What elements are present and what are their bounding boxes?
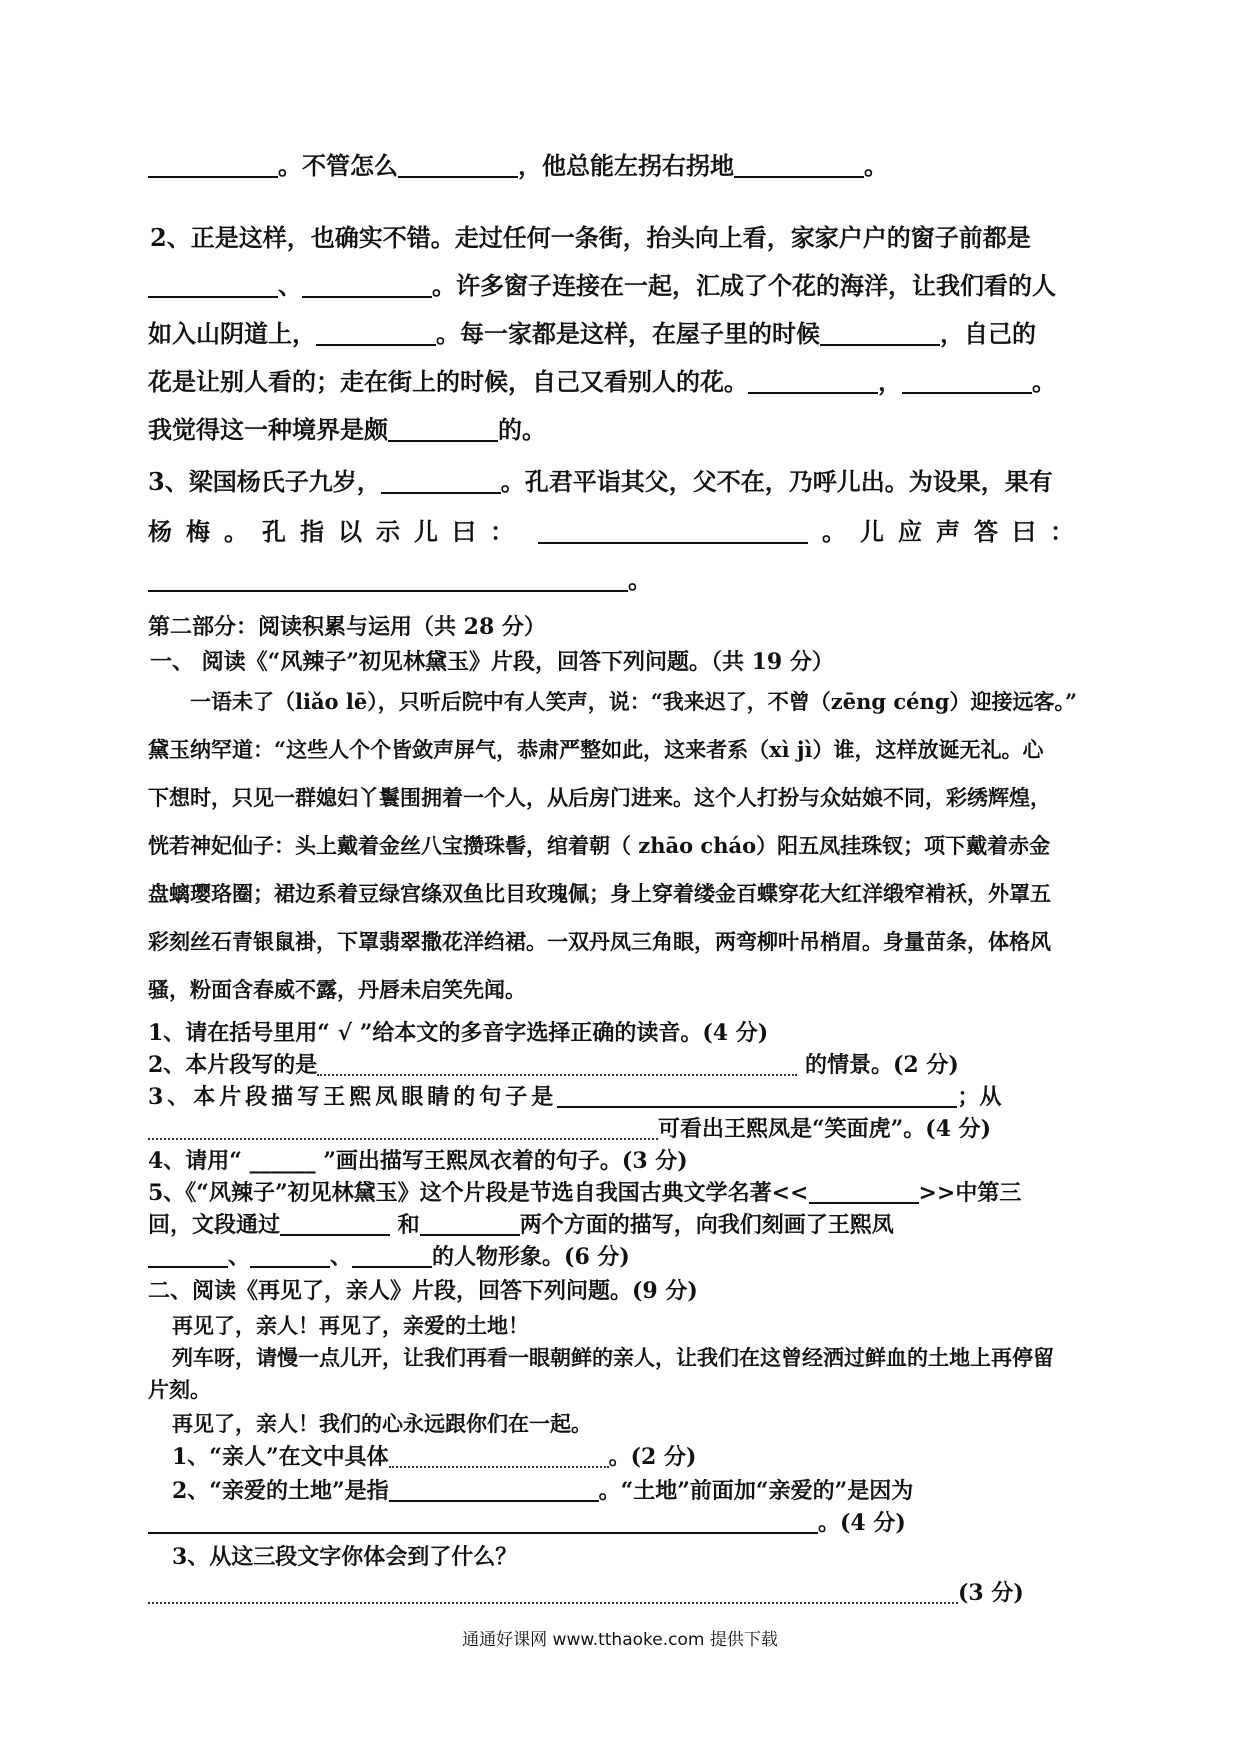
question-5: 5、《“风辣子”初见林黛玉》这个片段是节选自我国古典文学名著<< >>中第三: [148, 1180, 1022, 1206]
passage1-end-line: 。不管怎么 ，他总能左拐右拐地 。: [148, 146, 1240, 181]
passage-line: 再见了，亲人！我们的心永远跟你们在一起。: [172, 1411, 592, 1436]
answer-blank[interactable]: [538, 520, 808, 544]
answer-blank[interactable]: [748, 370, 878, 394]
r2-question-1: 1、“亲人”在文中具体 。(2 分): [172, 1444, 697, 1470]
answer-blank[interactable]: [148, 568, 628, 592]
q3-line3: 。: [148, 560, 1240, 595]
q2-line2: 、 。许多窗子连接在一起，汇成了个花的海洋，让我们看的人: [148, 266, 1240, 301]
answer-blank[interactable]: [280, 1212, 390, 1236]
answer-blank[interactable]: [809, 1180, 919, 1204]
question-5-cont2: 、 、 的人物形象。(6 分): [148, 1240, 1240, 1271]
r2-question-2-cont: 。(4 分): [148, 1506, 1240, 1537]
answer-blank[interactable]: [148, 154, 278, 178]
answer-blank[interactable]: [148, 1510, 818, 1534]
answer-blank[interactable]: [389, 1448, 609, 1468]
r2-question-2: 2、“亲爱的土地”是指 。“土地”前面加“亲爱的”是因为: [172, 1478, 914, 1504]
q2-line3: 如入山阴道上， 。每一家都是这样，在屋子里的时候 ，自己的: [148, 319, 1036, 348]
answer-blank[interactable]: [389, 1478, 599, 1502]
q3-line2: 杨梅。孔指以示儿曰： 。儿应声答曰：: [148, 517, 1088, 546]
answer-blank[interactable]: [148, 1120, 658, 1140]
answer-blank[interactable]: [557, 1084, 957, 1108]
question-4: 4、请用“ ______ ”画出描写王熙凤衣着的句子。(3 分): [148, 1148, 688, 1174]
passage-line: 列车呀，请慢一点儿开，让我们再看一眼朝鲜的亲人，让我们在这曾经洒过鲜血的土地上再停留: [172, 1345, 1054, 1370]
answer-blank[interactable]: [902, 370, 1032, 394]
answer-blank[interactable]: [250, 1244, 330, 1268]
r2-question-3: 3、从这三段文字你体会到了什么？: [172, 1544, 518, 1570]
answer-blank[interactable]: [302, 274, 432, 298]
section-title: 第二部分：阅读积累与运用（共 28 分）: [148, 614, 546, 640]
q3-line1: 3、梁国杨氏子九岁， 。孔君平诣其父，父不在，乃呼儿出。为设果，果有: [148, 467, 1053, 496]
q2-line4: 花是让别人看的；走在街上的时候，自己又看别人的花。 ， 。: [148, 367, 1056, 396]
answer-blank[interactable]: [820, 322, 940, 346]
passage-line: 一语未了（liǎo lē），只听后院中有人笑声，说：“我来迟了，不曾（zēng céng）迎接远客。”: [190, 689, 1078, 714]
page-footer: 通通好课网 www.tthaoke.com 提供下载: [462, 1630, 778, 1650]
answer-blank[interactable]: [148, 1584, 958, 1604]
passage-line: 黛玉纳罕道：“这些人个个皆敛声屏气，恭肃严整如此，这来者系（xì jì）谁，这样放诞无礼。心: [148, 737, 1044, 762]
passage-line: 片刻。: [148, 1377, 211, 1402]
answer-blank[interactable]: [317, 1056, 797, 1076]
answer-blank[interactable]: [420, 1212, 520, 1236]
passage-line: 彩刻丝石青银鼠褂，下罩翡翠撒花洋绉裙。一双丹凤三角眼，两弯柳叶吊梢眉。身量苗条，体格风: [148, 929, 1051, 954]
question-3-cont: 可看出王熙凤是“笑面虎”。(4 分): [148, 1112, 1240, 1143]
passage-line: 骚，粉面含春威不露，丹唇未启笑先闻。: [148, 977, 526, 1002]
answer-blank[interactable]: [148, 1244, 228, 1268]
answer-blank[interactable]: [398, 154, 518, 178]
question-5-cont: 回，文段通过 和 两个方面的描写，向我们刻画了王熙凤: [148, 1212, 894, 1238]
passage-line: 下想时，只见一群媳妇丫鬟围拥着一个人，从后房门进来。这个人打扮与众姑娘不同，彩绣辉煌，: [148, 785, 1051, 810]
reading2-heading: 二、阅读《再见了，亲人》片段，回答下列问题。(9 分): [148, 1278, 698, 1304]
passage-line: 盘螭璎珞圈；裙边系着豆绿宫绦双鱼比目玫瑰佩；身上穿着缕金百蝶穿花大红洋缎窄褃袄，外罩五: [148, 881, 1051, 906]
reading1-heading: 一、 阅读《“风辣子”初见林黛玉》片段，回答下列问题。（共 19 分）: [150, 649, 834, 675]
r2-question-3-answer: (3 分): [148, 1576, 1240, 1607]
answer-blank[interactable]: [316, 322, 436, 346]
q2-line5: 我觉得这一种境界是颇 的。: [148, 415, 546, 444]
question-3: 3、本片段描写王熙凤眼睛的句子是 ；从: [148, 1084, 1002, 1110]
q2-line1: 2、正是这样，也确实不错。走过任何一条街，抬头向上看，家家户户的窗子前都是: [150, 223, 1031, 252]
question-2: 2、本片段写的是 的情景。(2 分): [148, 1052, 959, 1078]
question-1: 1、请在括号里用“ √ ”给本文的多音字选择正确的读音。(4 分): [148, 1020, 769, 1046]
answer-blank[interactable]: [352, 1244, 432, 1268]
answer-blank[interactable]: [381, 470, 501, 494]
passage-line: 再见了，亲人！再见了，亲爱的土地！: [172, 1313, 529, 1338]
passage-line: 恍若神妃仙子：头上戴着金丝八宝攒珠髻，绾着朝（ zhāo cháo）阳五凤挂珠钗；项下戴着赤金: [148, 833, 1051, 858]
answer-blank[interactable]: [388, 418, 498, 442]
answer-blank[interactable]: [734, 154, 864, 178]
answer-blank[interactable]: [148, 274, 278, 298]
